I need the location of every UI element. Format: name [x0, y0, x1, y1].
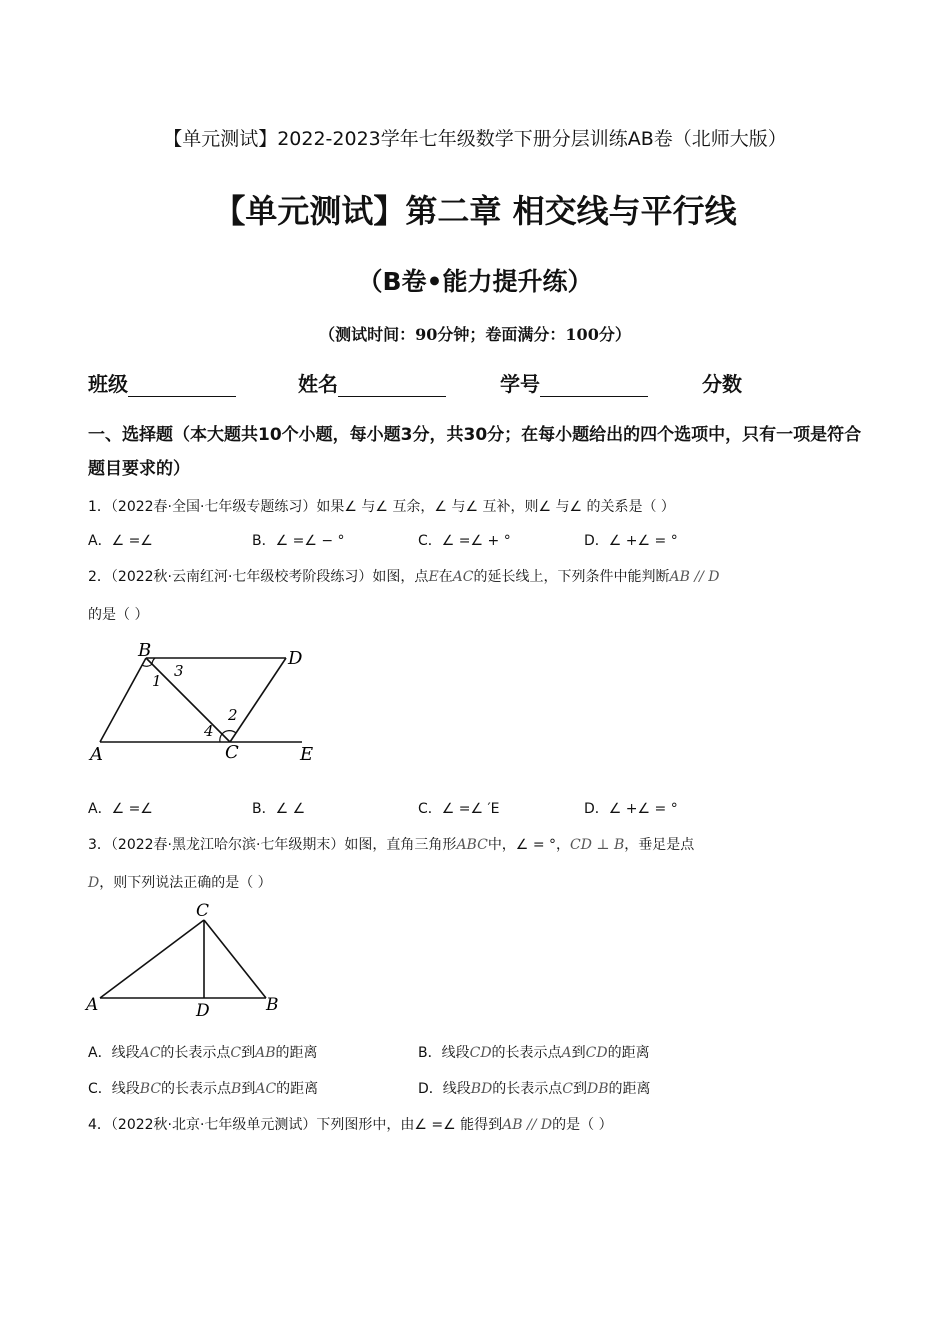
q4-var-ab-parallel: AB // D	[502, 1117, 553, 1133]
student-id-blank[interactable]	[540, 376, 648, 397]
q2-var-ab-parallel: AB // D	[669, 569, 720, 585]
label-angle-1: 1	[152, 672, 162, 690]
angle-arc-1	[142, 664, 152, 666]
class-label: 班级	[88, 372, 128, 396]
q2-text-b: 在	[438, 569, 453, 585]
q3b-text-2: 的长表示点	[491, 1045, 562, 1061]
student-id-field	[500, 368, 648, 397]
score-label: 分数	[702, 372, 742, 396]
question-1-option-c[interactable]: C．∠ =∠ + °	[418, 533, 511, 549]
q4-text-a: 4．（2022秋·北京·七年级单元测试）下列图形中，由∠ =∠ 能得到	[88, 1117, 503, 1133]
q3b-var-1: CD	[469, 1045, 492, 1061]
q3a-var-1: AC	[139, 1045, 161, 1061]
label-a: A	[86, 995, 99, 1015]
q4-text-b: 的是（ ）	[552, 1117, 613, 1133]
question-1-option-d[interactable]: D．∠ +∠ = °	[584, 533, 678, 549]
question-2-stem-line2: 的是（ ）	[88, 607, 149, 623]
label-c: C	[225, 742, 239, 763]
question-2-figure	[86, 636, 326, 766]
score-field	[702, 368, 742, 397]
question-1-option-a[interactable]: A．∠ =∠	[88, 533, 153, 549]
q3b-text-4: 的距离	[607, 1045, 650, 1061]
line-ab	[100, 658, 146, 742]
q3c-var-1: BC	[139, 1081, 162, 1097]
angle-arc-4	[220, 734, 222, 742]
q3-text-c: ，垂足是点	[624, 837, 695, 853]
name-label: 姓名	[298, 372, 338, 396]
q3-var-d: D	[88, 875, 100, 891]
question-3-option-a[interactable]	[88, 1042, 318, 1062]
q3c-text-1: C．线段	[88, 1081, 140, 1097]
question-3-figure	[84, 900, 284, 1022]
question-2-option-a[interactable]: A．∠ =∠	[88, 801, 153, 817]
section-heading: 一、选择题（本大题共10个小题，每小题3分，共30分；在每小题给出的四个选项中，只有一项是符合题目要求的）	[88, 425, 862, 479]
q3-var-cd-perp: CD ⊥ B	[570, 837, 625, 853]
q3a-var-3: AB	[255, 1045, 276, 1061]
q2-var-ac: AC	[452, 569, 474, 585]
label-a: A	[90, 744, 103, 765]
q3c-text-4: 的距离	[276, 1081, 319, 1097]
q3-var-abc: ABC	[456, 837, 488, 853]
class-blank[interactable]	[128, 376, 236, 397]
student-id-label: 学号	[500, 372, 540, 396]
q3a-text-3: 到	[241, 1045, 256, 1061]
angle-arc-2	[222, 731, 236, 734]
q3c-text-3: 到	[241, 1081, 256, 1097]
q2-text-a: 2．（2022秋·云南红河·七年级校考阶段练习）如图，点	[88, 569, 429, 585]
q3-text-line2: ，则下列说法正确的是（ ）	[99, 875, 272, 891]
name-blank[interactable]	[338, 376, 446, 397]
q3d-text-1: D．线段	[418, 1081, 471, 1097]
label-c: C	[196, 901, 210, 921]
test-time-info: （测试时间：90分钟；卷面满分：100分）	[319, 325, 631, 344]
question-3-option-b[interactable]	[418, 1042, 650, 1062]
question-2-option-b[interactable]: B．∠ ∠	[252, 801, 306, 817]
q3b-text-3: 到	[571, 1045, 586, 1061]
angle-arc-3	[152, 658, 155, 664]
q3d-text-3: 到	[573, 1081, 588, 1097]
question-3-option-d[interactable]	[418, 1078, 651, 1098]
q3d-var-1: BD	[470, 1081, 493, 1097]
question-3-option-c[interactable]	[88, 1078, 318, 1098]
label-d: D	[196, 1001, 210, 1021]
question-3-stem-line2	[88, 872, 272, 892]
class-field	[88, 368, 236, 397]
page-subtitle: （B卷•能力提升练）	[357, 267, 593, 296]
q3b-var-2: A	[561, 1045, 572, 1061]
q3b-var-3: CD	[585, 1045, 608, 1061]
question-2-stem	[88, 566, 719, 586]
q3a-text-2: 的长表示点	[160, 1045, 231, 1061]
q3-text-b: 中，∠ = °，	[487, 837, 570, 853]
series-title: 【单元测试】2022-2023学年七年级数学下册分层训练AB卷（北师大版）	[163, 128, 787, 150]
question-2-option-d[interactable]: D．∠ +∠ = °	[584, 801, 678, 817]
label-angle-2: 2	[228, 706, 238, 724]
line-cb	[204, 920, 266, 998]
question-1-stem: 1．（2022春·全国·七年级专题练习）如果∠ 与∠ 互余，∠ 与∠ 互补，则∠ 与∠ 的关系是（ ）	[88, 499, 675, 515]
label-angle-3: 3	[174, 662, 184, 680]
q3d-text-2: 的长表示点	[492, 1081, 563, 1097]
label-b: B	[266, 995, 279, 1015]
page-title: 【单元测试】第二章 相交线与平行线	[213, 192, 737, 230]
line-dc	[230, 658, 286, 742]
q3a-text-4: 的距离	[275, 1045, 318, 1061]
q3d-text-4: 的距离	[608, 1081, 651, 1097]
q3d-var-2: C	[562, 1081, 574, 1097]
question-3-stem	[88, 834, 694, 854]
q3c-var-2: B	[231, 1081, 242, 1097]
q3a-var-2: C	[230, 1045, 242, 1061]
line-ac	[100, 920, 204, 998]
q3c-text-2: 的长表示点	[161, 1081, 232, 1097]
q2-var-e: E	[428, 569, 439, 585]
q3-text-a: 3．（2022春·黑龙江哈尔滨·七年级期末）如图，直角三角形	[88, 837, 457, 853]
question-2-option-c[interactable]: C．∠ =∠ ′E	[418, 801, 500, 817]
name-field	[298, 368, 446, 397]
label-b: B	[138, 640, 152, 661]
line-bc	[146, 658, 230, 742]
question-4-stem	[88, 1114, 613, 1134]
question-1-option-b[interactable]: B．∠ =∠ − °	[252, 533, 345, 549]
label-angle-4: 4	[204, 722, 214, 740]
q3a-text-1: A．线段	[88, 1045, 140, 1061]
q3c-var-3: AC	[255, 1081, 277, 1097]
q3b-text-1: B．线段	[418, 1045, 470, 1061]
q2-text-c: 的延长线上，下列条件中能判断	[473, 569, 670, 585]
label-e: E	[300, 744, 314, 765]
q3d-var-3: DB	[587, 1081, 609, 1097]
label-d: D	[288, 648, 303, 669]
